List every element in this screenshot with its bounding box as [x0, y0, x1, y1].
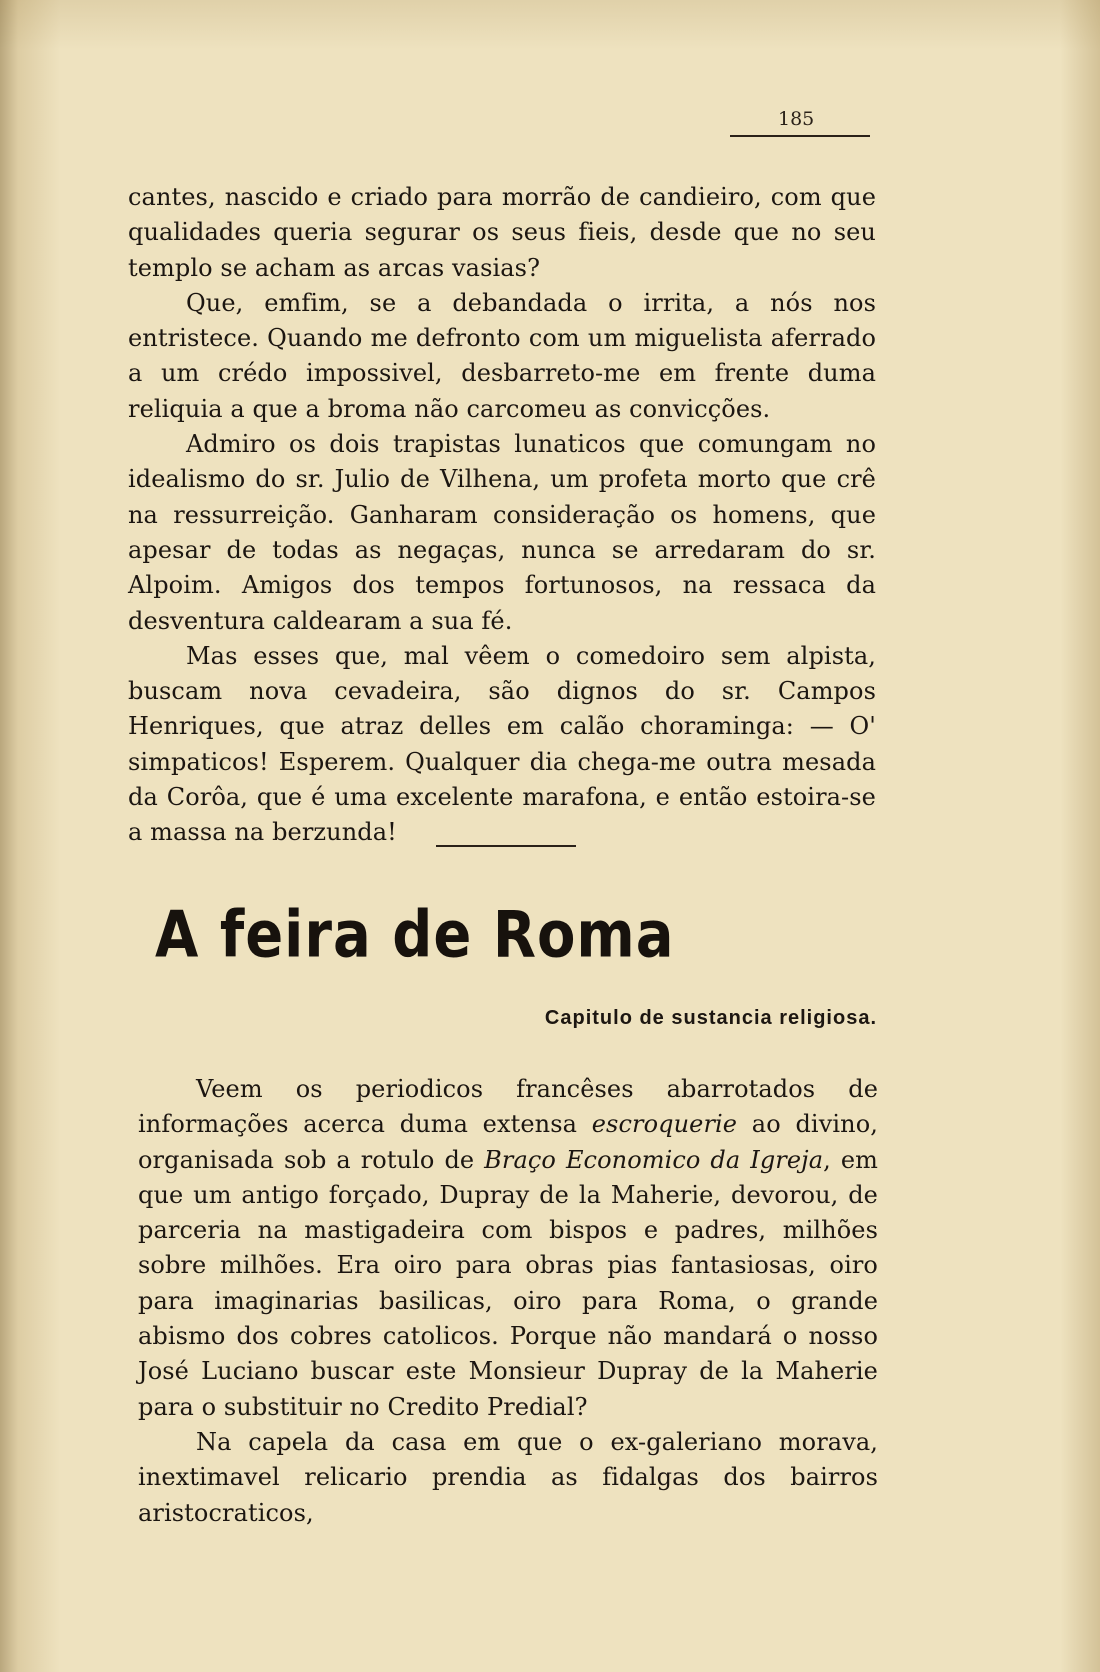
paragraph-5-italic-braco: Braço Economico da Igreja: [484, 1145, 824, 1174]
paragraph-5: [138, 1072, 878, 1425]
paragraph-5-italic-escroquerie: escroquerie: [591, 1110, 738, 1139]
chapter-title: A feira de Roma: [155, 898, 675, 973]
header-rule: [730, 135, 870, 137]
section-divider: [436, 845, 576, 847]
paragraph-6: Na capela da casa em que o ex-galeriano morava, inextimavel relicario prendia as fidalgas dos bairros aristocraticos,: [138, 1427, 878, 1527]
paragraph-5-part-c: ao divino, organisada sob a rotulo de: [138, 1110, 878, 1174]
paragraph-1: cantes, nascido e criado para morrão de candieiro, com que qualidades queria segurar os seus fieis, desde que no seu templo se acham as arcas vasias?: [128, 183, 876, 282]
paragraph-2: Que, emfim, se a debandada o irrita, a nós nos entristece. Quando me defronto com um miguelista aferrado a um crédo impossivel, desbarreto-me em frente duma reliquia a que a broma não carcomeu as convicções.: [128, 288, 876, 423]
body-text-section-2: [138, 1072, 878, 1531]
chapter-subtitle: Capitulo de sustancia religiosa.: [544, 1007, 877, 1029]
paragraph-4: Mas esses que, mal vêem o comedoiro sem alpista, buscam nova cevadeira, são dignos do sr. Campos Henriques, que atraz delles em calão choraminga: — O' simpaticos! Esperem. Qualquer dia chega-me outra mesada da Corôa, que é uma excelente marafona, e então estoira-se a massa na berzunda!: [128, 641, 876, 847]
paragraph-5-part-e: , em que um antigo forçado, Dupray de la Maherie, devorou, de parceria na mastigadeira com bispos e padres, milhões sobre milhões. Era oiro para obras pias fantasiosas, oiro para imaginarias basilicas, oiro para Roma, o grande abismo dos cobres catolicos. Porque não mandará o nosso José Luciano buscar este Monsieur Dupray de la Maherie para o substituir no Credito Predial?: [138, 1145, 878, 1421]
paragraph-3: Admiro os dois trapistas lunaticos que comungam no idealismo do sr. Julio de Vilhena, um profeta morto que crê na ressurreição. Ganharam consideração os homens, que apesar de todas as negaças, nunca se arredaram do sr. Alpoim. Amigos dos tempos fortunosos, na ressaca da desventura caldearam a sua fé.: [128, 430, 876, 635]
body-text-section-1: [128, 180, 876, 851]
page-number: 185: [778, 108, 815, 130]
paragraph-5-part-a: Veem os periodicos francêses abarrotados de informações acerca duma extensa: [138, 1075, 878, 1139]
